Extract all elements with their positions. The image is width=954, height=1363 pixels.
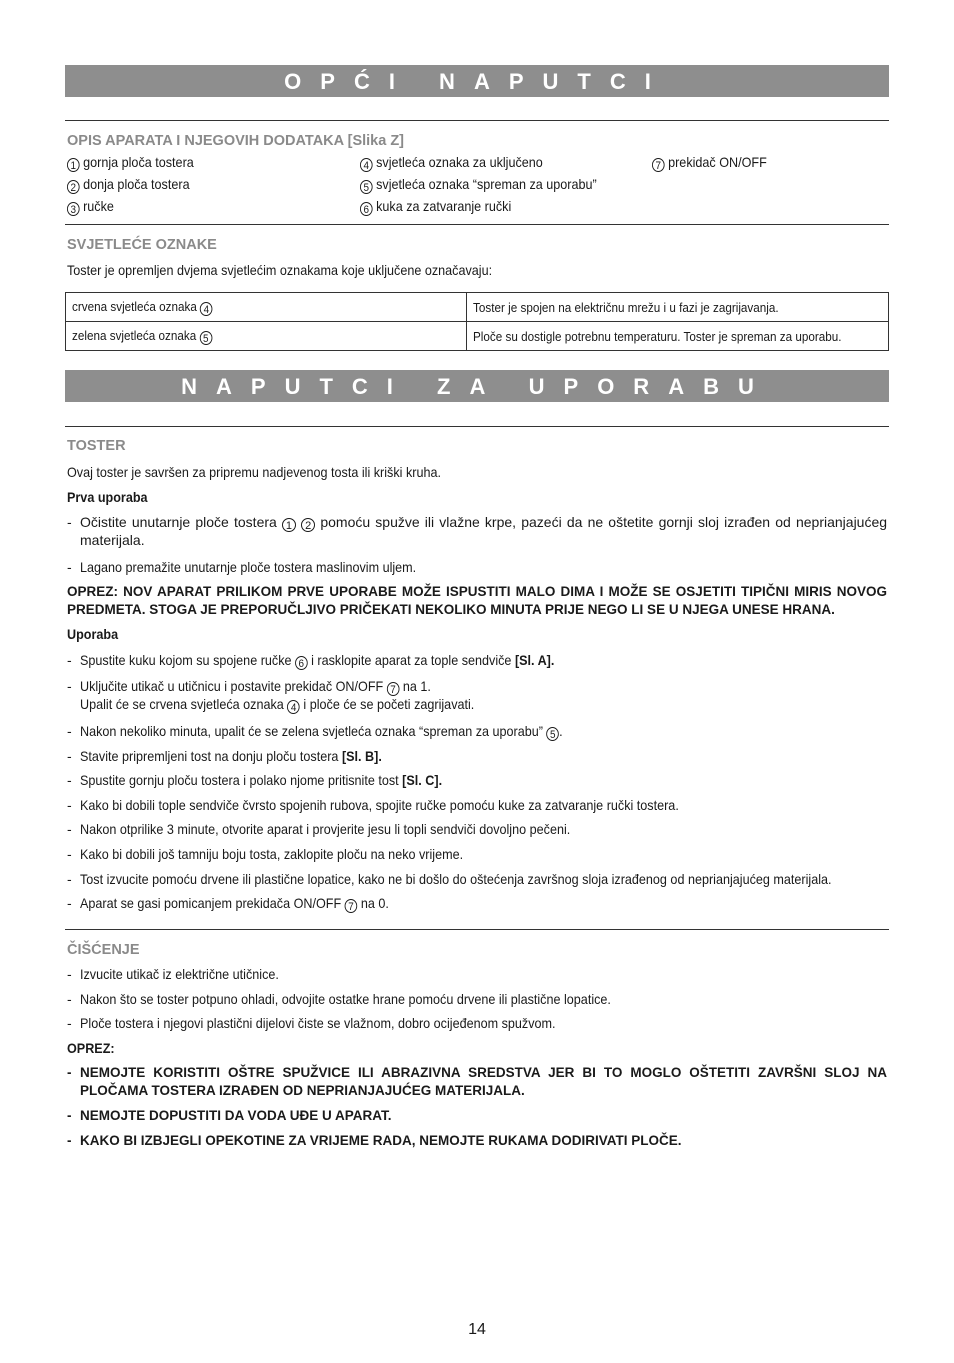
divider — [65, 929, 889, 930]
table-cell: crvena svjetleća oznaka 4 — [66, 293, 467, 322]
part-item: 5 svjetleća oznaka “spreman za uporabu” — [360, 176, 597, 194]
part-item: 6 kuka za zatvaranje ručki — [360, 198, 511, 216]
page-number: 14 — [468, 1321, 486, 1338]
number-badge: 5 — [199, 331, 212, 345]
number-badge: 4 — [200, 302, 213, 316]
number-badge: 1 — [282, 518, 296, 532]
list-item: - Spustite kuku kojom su spojene ručke 6 i rasklopite aparat za tople sendviče [Sl. A]. — [67, 652, 555, 670]
part-item: 1 gornja ploča tostera — [67, 154, 194, 172]
use-heading: Uporaba — [67, 626, 119, 642]
number-badge: 2 — [67, 180, 80, 194]
list-item: - KAKO BI IZBJEGLI OPEKOTINE ZA VRIJEME RADA, NEMOJTE RUKAMA DODIRIVATI PLOČE. — [67, 1133, 682, 1148]
number-badge: 1 — [67, 158, 80, 172]
table-cell: Toster je spojen na električnu mrežu i u fazi je zagrijavanja. — [466, 293, 889, 322]
part-item: 7 prekidač ON/OFF — [652, 154, 767, 172]
list-item: - Očistite unutarnje ploče tostera 1 2 pomoću spužve ili vlažne krpe, pazeći da ne oštetite gornji sloj izrađen od neprianjajućeg materijala. — [67, 514, 888, 548]
number-badge: 5 — [546, 727, 559, 741]
cleaning-warn-heading: OPREZ: — [67, 1040, 115, 1056]
number-badge: 2 — [301, 518, 315, 532]
list-item: - Nakon otprilike 3 minute, otvorite aparat i provjerite jesu li topli sendviči dovoljno pečeni. — [67, 821, 571, 837]
number-badge: 5 — [360, 180, 373, 194]
list-item: - Spustite gornju ploču tostera i polako njome pritisnite tost [Sl. C]. — [67, 772, 443, 788]
first-use-warning: OPREZ: NOV APARAT PRILIKOM PRVE UPORABE MOŽE ISPUSTITI MALO DIMA I MOŽE SE OSJETITI TIPIČNI MIRIS NOVOG PREDMETA. STOGA JE PREPORUČLJIVO PRIČEKATI NEKOLIKO MINUTA PRIJE NEGO LI SE U NJEGA UNESE HRANA. — [67, 584, 887, 617]
list-item: - Nakon što se toster potpuno ohladi, odvojite ostatke hrane pomoću drvene ili plastične lopatice. — [67, 991, 611, 1007]
table-cell: Ploče su dostigle potrebnu temperaturu. Toster je spreman za uporabu. — [466, 322, 889, 351]
list-item: - Kako bi dobili tople sendviče čvrsto spojenih rubova, spojite ručke pomoću kuke za zatvaranje ručki tostera. — [67, 797, 679, 813]
toster-intro: Ovaj toster je savršen za pripremu nadjevenog tosta ili kriški kruha. — [67, 464, 441, 480]
list-item: - Nakon nekoliko minuta, upalit će se zelena svjetleća oznaka “spreman za uporabu” 5 . — [67, 723, 563, 741]
list-item: - Stavite pripremljeni tost na donju ploču tostera [Sl. B]. — [67, 748, 382, 764]
part-item: 3 ručke — [67, 198, 114, 216]
section-title: OPĆI NAPUTCI — [284, 69, 670, 94]
section-banner-general — [65, 65, 889, 97]
section-title: NAPUTCI ZA UPORABU — [181, 374, 773, 399]
lights-table — [65, 292, 889, 351]
table-row — [66, 322, 889, 351]
table-cell: zelena svjetleća oznaka 5 — [66, 322, 467, 351]
divider — [65, 426, 889, 427]
divider — [65, 120, 889, 121]
cleaning-heading: ČIŠĆENJE — [67, 942, 140, 958]
number-badge: 4 — [287, 700, 300, 714]
number-badge: 7 — [387, 682, 400, 696]
lights-heading: SVJETLEĆE OZNAKE — [67, 237, 217, 253]
list-item: - Aparat se gasi pomicanjem prekidača ON/OFF 7 na 0. — [67, 895, 389, 913]
list-item: - Ploče tostera i njegovi plastični dijelovi čiste se vlažnom, dobro ocijeđenom spužvom. — [67, 1015, 556, 1031]
table-row — [66, 293, 889, 322]
number-badge: 6 — [295, 656, 308, 670]
number-badge: 7 — [345, 899, 358, 913]
list-item: - Tost izvucite pomoću drvene ili plastične lopatice, kako ne bi došlo do oštećenja završnog sloja izrađenog od neprianjajućeg materijala. — [67, 871, 832, 887]
number-badge: 4 — [360, 158, 373, 172]
toster-heading: TOSTER — [67, 438, 126, 454]
section-banner-usage — [65, 370, 889, 402]
part-item: 4 svjetleća oznaka za uključeno — [360, 154, 543, 172]
list-item: - NEMOJTE DOPUSTITI DA VODA UĐE U APARAT. — [67, 1108, 392, 1123]
list-item: - Uključite utikač u utičnicu i postavite prekidač ON/OFF 7 na 1. Upalit će se crvena svjetleća oznaka 4 i ploče će se početi zagrijavati. — [67, 678, 475, 714]
list-item: - Izvucite utikač iz električne utičnice. — [67, 966, 279, 982]
number-badge: 7 — [652, 158, 665, 172]
list-item: - Lagano premažite unutarnje ploče tostera maslinovim uljem. — [67, 559, 417, 575]
first-use-heading: Prva uporaba — [67, 489, 148, 505]
divider — [65, 224, 889, 225]
list-item: - NEMOJTE KORISTITI OŠTRE SPUŽVICE ILI ABRAZIVNA SREDSTVA JER BI TO MOGLO OŠTETITI ZAVRŠNI SLOJ NA PLOČAMA TOSTERA IZRAĐEN OD NEPRIANJAJUĆEG MATERIJALA. — [67, 1065, 887, 1098]
lights-intro: Toster je opremljen dvjema svjetlećim oznakama koje uključene označavaju: — [67, 262, 493, 278]
list-item: - Kako bi dobili još tamniju boju tosta, zaklopite ploču na neko vrijeme. — [67, 846, 464, 862]
part-item: 2 donja ploča tostera — [67, 176, 190, 194]
number-badge: 3 — [67, 202, 80, 216]
number-badge: 6 — [360, 202, 373, 216]
parts-heading: OPIS APARATA I NJEGOVIH DODATAKA [Slika Z] — [67, 133, 405, 149]
